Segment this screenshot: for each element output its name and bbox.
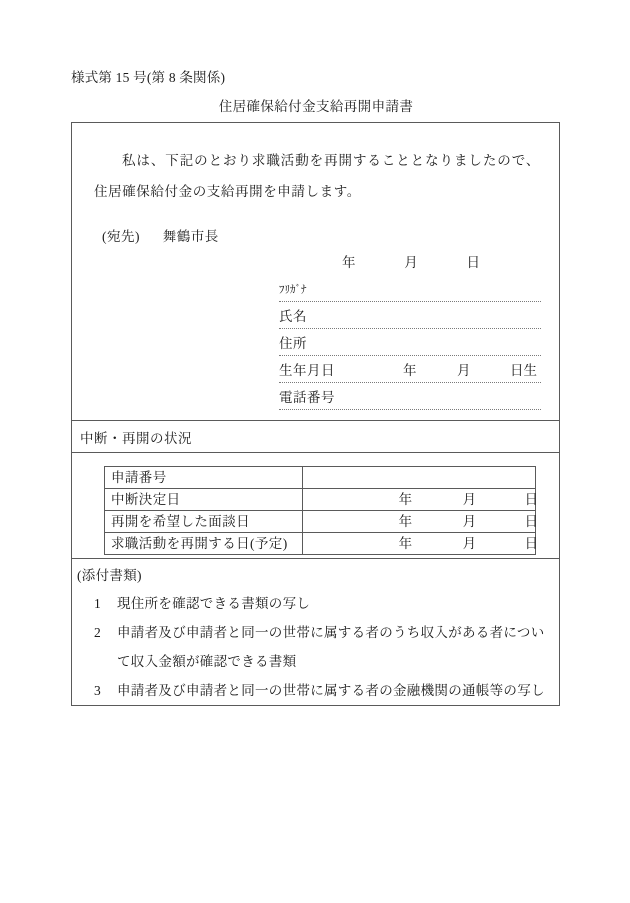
submission-month-label: 月 [404,255,418,270]
date-month-label: 月 [462,492,477,507]
field-birthdate-label: 生年月日 [279,363,335,378]
table-row [105,511,536,533]
field-phone-label: 電話番号 [279,390,335,405]
table-row [105,489,536,511]
table-row-label: 再開を希望した面談日 [105,511,303,533]
field-address[interactable] [279,329,541,356]
status-section-heading [72,421,559,453]
date-day-label: 日 [524,536,539,551]
form-outer-frame [71,122,560,706]
date-blank[interactable] [303,533,539,554]
table-row [105,467,536,489]
field-address-label: 住所 [279,336,307,351]
applicant-fields [279,275,541,410]
date-blank[interactable] [303,489,539,510]
field-birthdate-month-label: 月 [457,363,471,378]
date-year-label: 年 [398,536,413,551]
field-birthdate[interactable] [279,356,541,383]
list-item-text: 申請者及び申請者と同一の世帯に属する者のうち収入がある者について収入金額が確認できる書類 [117,625,545,669]
list-item-number: 3 [94,683,102,698]
date-month-label: 月 [462,536,477,551]
declaration-body: 私は、下記のとおり求職活動を再開することとなりましたので、住居確保給付金の支給再開を申請します。 [94,153,540,199]
list-item-text: 申請者及び申請者と同一の世帯に属する者の金融機関の通帳等の写し [117,683,545,698]
attachments-title: (添付書類) [77,568,142,583]
date-year-label: 年 [398,492,413,507]
status-section-heading-label: 中断・再開の状況 [80,431,192,446]
field-name-label: 氏名 [279,309,307,324]
list-item [77,589,555,618]
date-blank[interactable] [303,511,539,532]
field-phone[interactable] [279,383,541,410]
submission-day-label: 日 [466,255,480,270]
table-row-label: 申請番号 [105,467,303,489]
date-month-label: 月 [462,514,477,529]
table-row-value[interactable] [302,467,535,489]
attachments-section [72,559,559,704]
date-year-label: 年 [398,514,413,529]
list-item-number: 1 [94,596,102,611]
list-item [77,676,555,705]
attachments-list [77,589,555,705]
application-number-blank[interactable] [303,467,535,488]
table-row-label: 求職活動を再開する日(予定) [105,533,303,555]
status-table [104,466,539,555]
date-day-label: 日 [524,492,539,507]
addressee-label: (宛先) [102,229,140,244]
table-row-value[interactable] [302,533,539,555]
field-birthdate-year-label: 年 [403,363,417,378]
table-row-value[interactable] [302,511,539,533]
field-furigana[interactable] [279,275,541,302]
field-birthdate-day-label: 日生 [510,363,537,378]
declaration-section [72,123,559,421]
addressee-name: 舞鶴市長 [162,229,219,244]
form-number: 様式第 15 号(第 8 条関係) [71,70,226,85]
table-row-value[interactable] [302,489,539,511]
table-row-label: 中断決定日 [105,489,303,511]
field-furigana-label: ﾌﾘｶﾞﾅ [279,284,307,296]
date-day-label: 日 [524,514,539,529]
list-item-number: 2 [94,625,102,640]
list-item-text: 現住所を確認できる書類の写し [117,596,311,611]
status-table-area [72,453,559,559]
addressee-line [102,225,219,245]
table-row [105,533,536,555]
list-item [77,618,555,676]
field-name[interactable] [279,302,541,329]
submission-date-line[interactable] [342,251,542,271]
submission-year-label: 年 [342,255,356,270]
page-title: 住居確保給付金支給再開申請書 [218,99,414,114]
